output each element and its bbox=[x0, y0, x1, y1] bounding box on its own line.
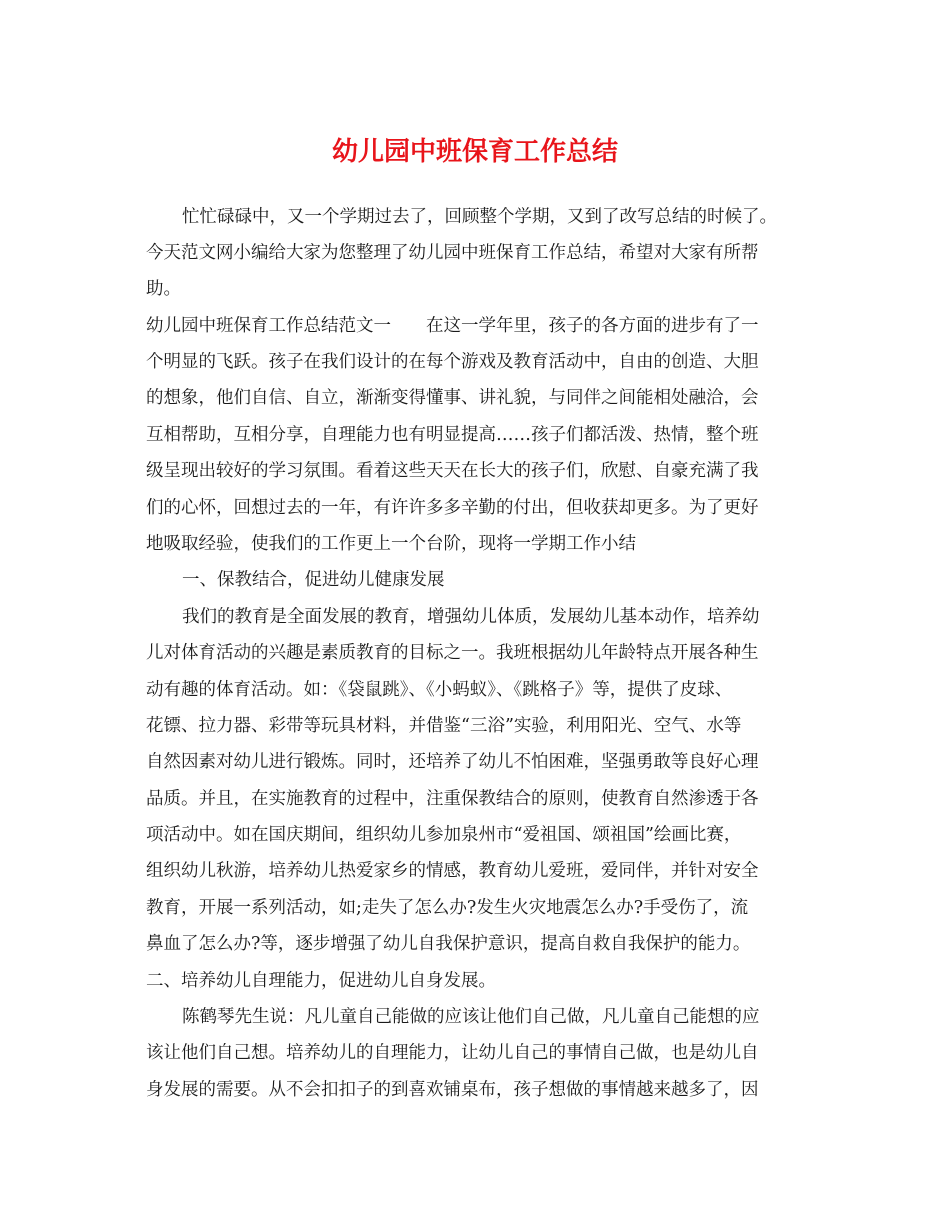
paragraph-line: 动有趣的体育活动。如：《袋鼠跳》、《小蚂蚁》、《跳格子》等，提供了皮球、 bbox=[146, 680, 733, 700]
paragraph-line: 助。 bbox=[146, 279, 181, 299]
paragraph-line: 级呈现出较好的学习氛围。看着这些天天在长大的孩子们，欣慰、自豪充满了我 bbox=[146, 461, 759, 481]
paragraph-line: 儿对体育活动的兴趣是素质教育的目标之一。我班根据幼儿年龄特点开展各种生 bbox=[146, 643, 759, 663]
paragraph-line: 忙忙碌碌中，又一个学期过去了，回顾整个学期，又到了改写总结的时候了。 bbox=[182, 207, 777, 227]
paragraph-line: 幼儿园中班保育工作总结范文一 在这一学年里，孩子的各方面的进步有了一 bbox=[146, 316, 759, 336]
paragraph-line: 教育，开展一系列活动，如;走失了怎么办?发生火灾地震怎么办?手受伤了，流 bbox=[146, 898, 749, 918]
section-heading: 二、培养幼儿自理能力，促进幼儿自身发展。 bbox=[146, 971, 496, 991]
paragraph-line: 组织幼儿秋游，培养幼儿热爱家乡的情感，教育幼儿爱班，爱同伴，并针对安全 bbox=[146, 861, 759, 881]
paragraph-line: 个明显的飞跃。孩子在我们设计的在每个游戏及教育活动中，自由的创造、大胆 bbox=[146, 352, 759, 372]
paragraph-line: 鼻血了怎么办?等，逐步增强了幼儿自我保护意识，提高自救自我保护的能力。 bbox=[146, 934, 751, 954]
paragraph-line: 身发展的需要。从不会扣扣子的到喜欢铺桌布，孩子想做的事情越来越多了，因 bbox=[146, 1080, 759, 1100]
paragraph-line: 的想象，他们自信、自立，渐渐变得懂事、讲礼貌，与同伴之间能相处融洽，会 bbox=[146, 388, 759, 408]
paragraph-line: 项活动中。如在国庆期间，组织幼儿参加泉州市“爱祖国、颂祖国”绘画比赛， bbox=[146, 825, 742, 845]
paragraph-line: 我们的教育是全面发展的教育，增强幼儿体质，发展幼儿基本动作，培养幼 bbox=[182, 607, 760, 627]
paragraph-line: 品质。并且，在实施教育的过程中，注重保教结合的原则，使教育自然渗透于各 bbox=[146, 789, 759, 809]
document-title: 幼儿园中班保育工作总结 bbox=[331, 137, 618, 167]
paragraph-line: 自然因素对幼儿进行锻炼。同时，还培养了幼儿不怕困难，坚强勇敢等良好心理 bbox=[146, 752, 759, 772]
paragraph-line: 花镖、拉力器、彩带等玩具材料，并借鉴“三浴”实验，利用阳光、空气、水等 bbox=[146, 716, 742, 736]
paragraph-line: 互相帮助，互相分享，自理能力也有明显提高……孩子们都活泼、热情，整个班 bbox=[146, 425, 759, 445]
paragraph-line: 们的心怀，回想过去的一年，有许许多多辛勤的付出，但收获却更多。为了更好 bbox=[146, 498, 759, 518]
paragraph-line: 今天范文网小编给大家为您整理了幼儿园中班保育工作总结，希望对大家有所帮 bbox=[146, 243, 759, 263]
paragraph-line: 该让他们自己想。培养幼儿的自理能力，让幼儿自己的事情自己做，也是幼儿自 bbox=[146, 1043, 759, 1063]
paragraph-line: 陈鹤琴先生说：凡儿童自己能做的应该让他们自己做，凡儿童自己能想的应 bbox=[182, 1007, 760, 1027]
paragraph-line: 地吸取经验，使我们的工作更上一个台阶，现将一学期工作小结 bbox=[146, 534, 636, 554]
section-heading: 一、保教结合，促进幼儿健康发展 bbox=[182, 570, 445, 590]
